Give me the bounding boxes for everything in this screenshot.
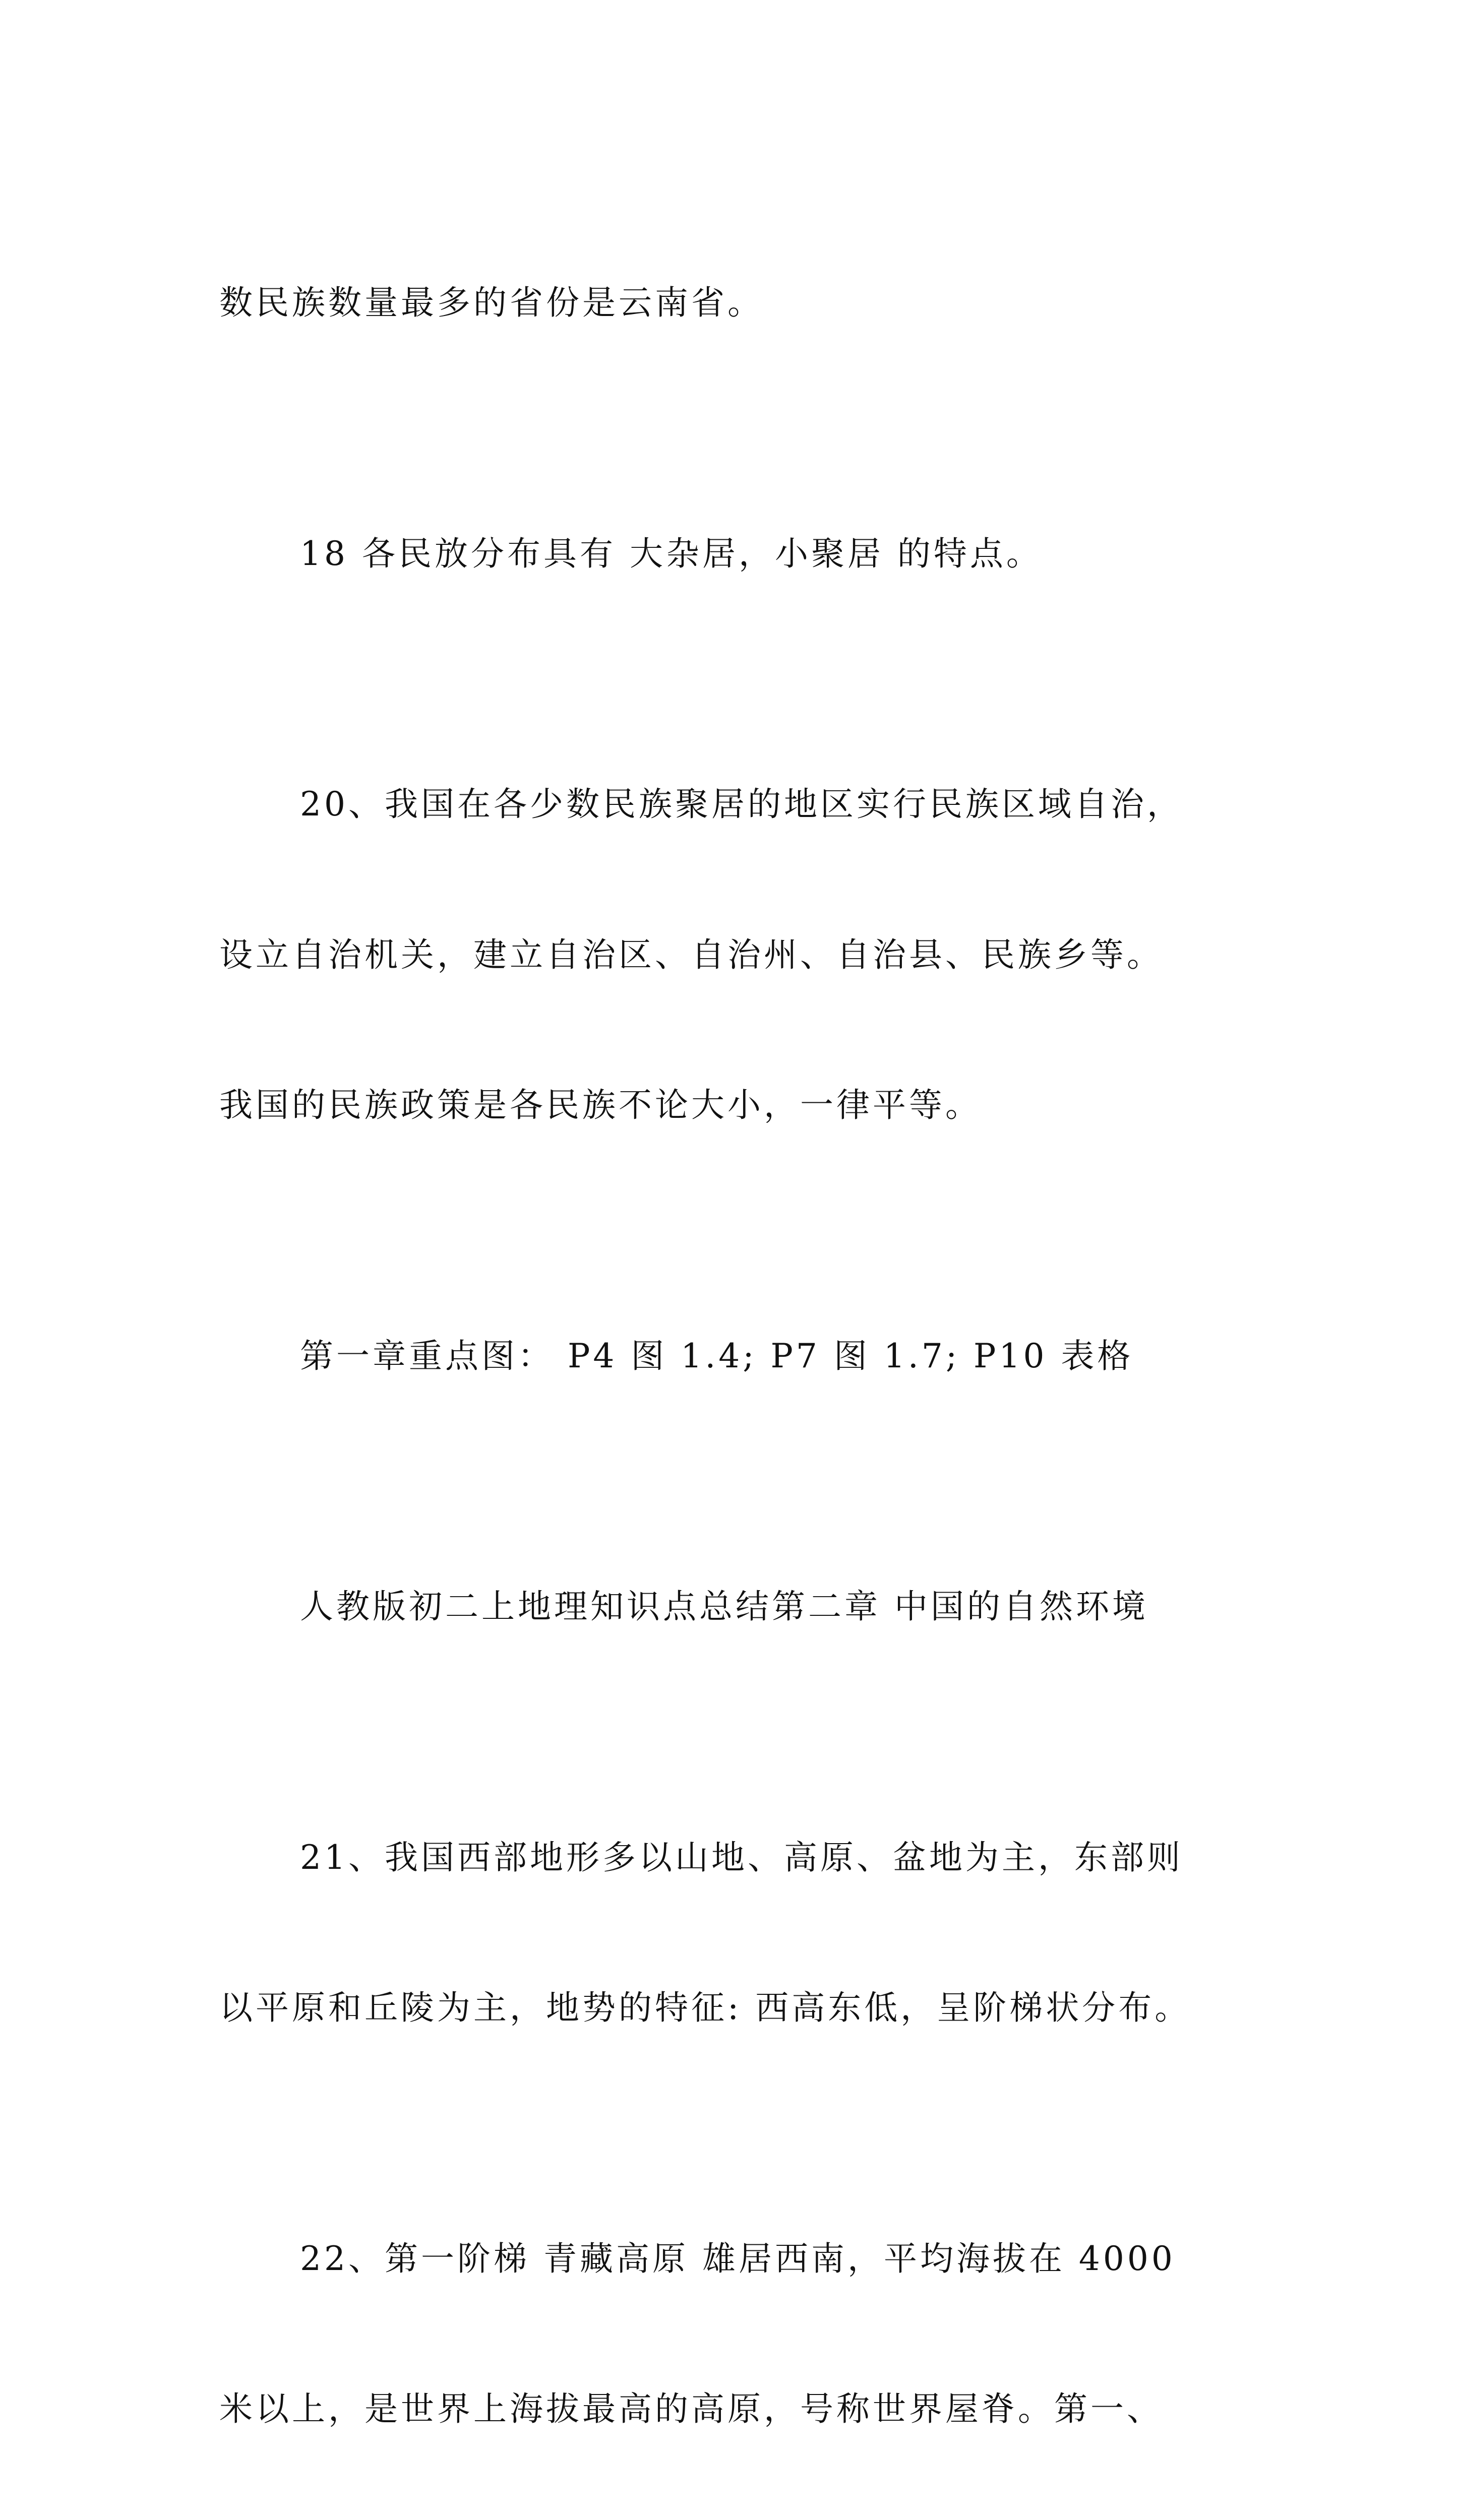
- text-line: 18 各民放分布具有 大杂居，小聚居 的特点。: [219, 529, 1288, 579]
- text-line: 设立自治机关，建立自治区、自治州、自治县、民族乡等。: [219, 930, 1288, 980]
- paragraph-ch1-figures: [219, 1231, 1288, 1482]
- document-body: [219, 177, 1288, 2520]
- text-line: 20、我国在各少数民族聚居的地区实行民族区域自治，: [219, 779, 1288, 830]
- paragraph-ethnic-yunnan: [219, 177, 1288, 428]
- text-line: 我国的民族政策是各民族不论大小，一律平等。: [219, 1080, 1288, 1130]
- paragraph-20: [219, 679, 1288, 1231]
- text-line: 22、第一阶梯 青藏高原 雄居西南，平均海拔在 4000: [219, 2234, 1288, 2284]
- text-line: 以平原和丘陵为主，地势的特征: 西高东低，呈阶梯状分布。: [219, 1983, 1288, 2033]
- paragraph-18: [219, 428, 1288, 679]
- paragraph-21: [219, 1732, 1288, 2133]
- paragraph-22: [219, 2133, 1288, 2520]
- text-line: 人教版初二上地理知识点总结第二章 中国的自然环境: [219, 1582, 1288, 1632]
- text-line: 21、我国西部地形多以山地、高原、盆地为主，东部则: [219, 1833, 1288, 1883]
- text-line: 米以上，是世界上海拔最高的高原，号称世界屋脊。第一、: [219, 2384, 1288, 2434]
- text-line: 数民族数量最多的省份是云南省。: [219, 278, 1288, 328]
- chapter-2-heading: [219, 1481, 1288, 1732]
- text-line: 第一章重点图： P4 图 1.4; P7 图 1.7; P10 表格: [219, 1331, 1288, 1381]
